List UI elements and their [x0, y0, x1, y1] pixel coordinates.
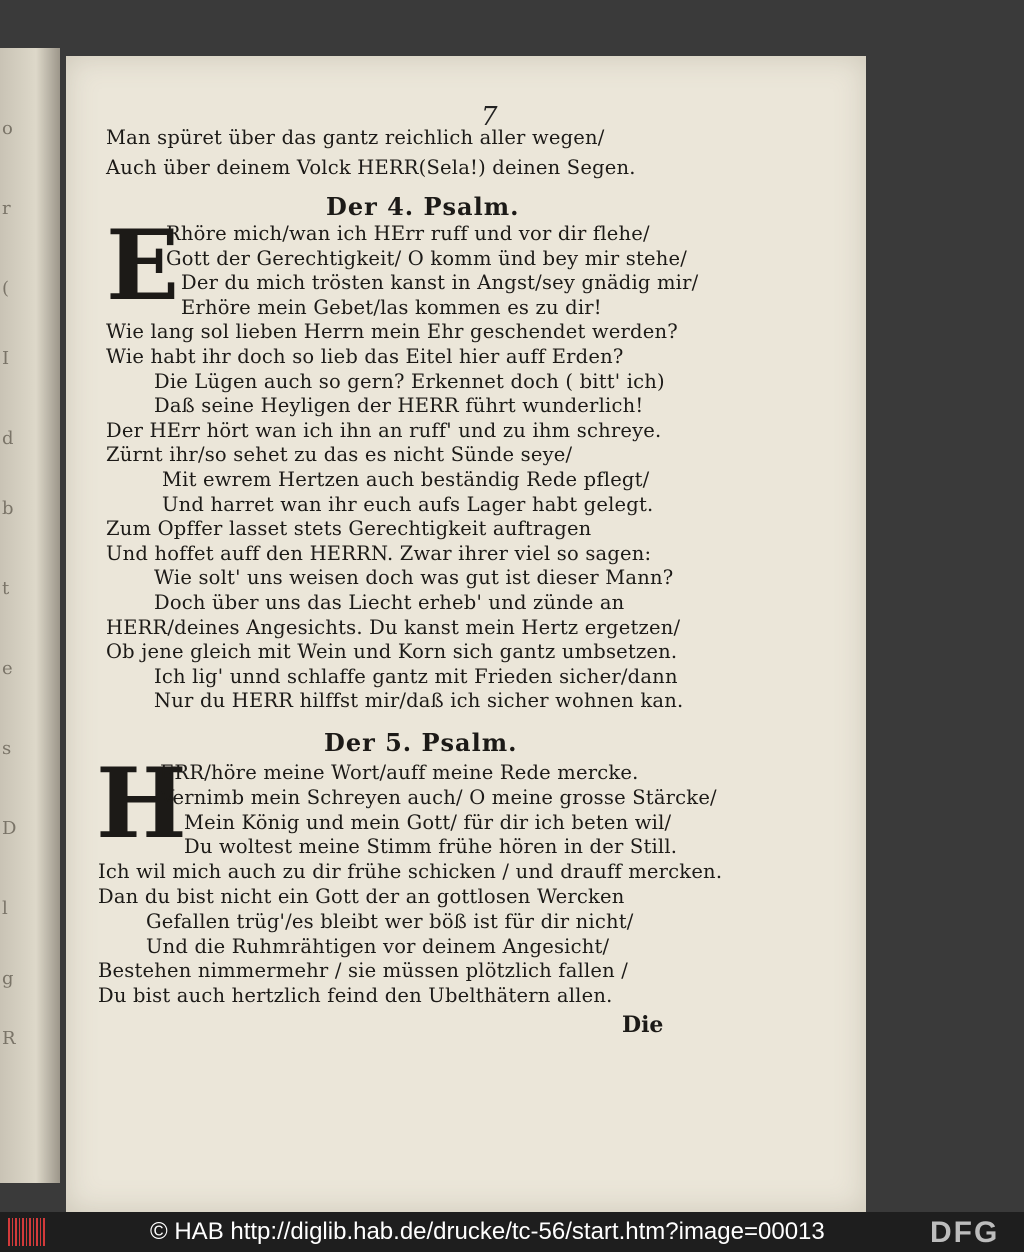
text-line: Der HErr hört wan ich ihn an ruff' und zu ihm schreye.	[106, 418, 662, 442]
footer-bar	[0, 1212, 1024, 1252]
text-line: Man spüret über das gantz reichlich aller wegen/	[106, 126, 605, 149]
text-line: Die Lügen auch so gern? Erkennet doch ( bitt' ich)	[154, 369, 665, 393]
text-line: Nur du HERR hilffst mir/daß ich sicher wohnen kan.	[154, 689, 684, 713]
text-line: Der du mich trösten kanst in Angst/sey gnädig mir/	[181, 271, 699, 295]
left-page-fragment: e	[2, 658, 13, 679]
text-line: Daß seine Heyligen der HERR führt wunderlich!	[154, 394, 644, 418]
text-line: Gott der Gerechtigkeit/ O komm ünd bey mir stehe/	[166, 246, 687, 270]
left-page-fragment: o	[2, 118, 13, 139]
text-line: Auch über deinem Volck HERR(Sela!) deinen Segen.	[106, 156, 636, 179]
psalm5-heading: Der 5. Psalm.	[324, 728, 518, 757]
left-page-fragment: g	[2, 968, 14, 989]
text-line: Du woltest meine Stimm frühe hören in der Still.	[184, 835, 678, 859]
left-page-fragment: R	[2, 1028, 16, 1049]
text-line: Rhöre mich/wan ich HErr ruff und vor dir flehe/	[166, 222, 650, 245]
text-line: Ich lig' unnd schlaffe gantz mit Frieden sicher/dann	[154, 664, 678, 688]
psalm4-heading: Der 4. Psalm.	[326, 192, 520, 221]
text-line: Vernimb mein Schreyen auch/ O meine grosse Stärcke/	[160, 785, 717, 809]
psalm4-dropcap: E	[106, 209, 180, 322]
text-line: Und hoffet auff den HERRN. Zwar ihrer viel so sagen:	[106, 541, 652, 565]
text-line: Doch über uns das Liecht erheb' und zünde an	[154, 591, 625, 614]
hab-logo-icon	[8, 1218, 46, 1246]
psalm5-dropcap: H	[96, 747, 187, 860]
page-text	[66, 56, 866, 1212]
left-page-fragment: D	[2, 818, 17, 839]
text-line: Erhöre mein Gebet/las kommen es zu dir!	[181, 295, 602, 319]
left-page-fragment: s	[2, 738, 12, 759]
page-number: 7	[481, 102, 498, 132]
left-page-fragment: d	[2, 428, 14, 449]
left-page-fragment: (	[2, 278, 10, 299]
text-line: Gefallen trüg'/es bleibt wer böß ist für dir nicht/	[146, 909, 634, 933]
text-line: Mit ewrem Hertzen auch beständig Rede pflegt/	[162, 468, 650, 491]
left-page-fragment: b	[2, 498, 14, 519]
left-page-fragment: r	[2, 198, 11, 219]
text-line: Bestehen nimmermehr / sie müssen plötzlich fallen /	[98, 959, 629, 983]
text-line: Wie solt' uns weisen doch was gut ist dieser Mann?	[154, 566, 674, 590]
text-line: Und die Ruhmrähtigen vor deinem Angesicht/	[146, 934, 610, 958]
text-line: Dan du bist nicht ein Gott der an gottlosen Wercken	[98, 885, 625, 908]
text-line: Zum Opffer lasset stets Gerechtigkeit auftragen	[106, 517, 592, 541]
left-page-fragment: t	[2, 578, 10, 599]
catchword: Die	[622, 1012, 664, 1038]
text-line: Und harret wan ihr euch aufs Lager habt gelegt.	[162, 492, 654, 516]
left-page-fragment: l	[2, 898, 8, 919]
text-line: ERR/höre meine Wort/auff meine Rede mercke.	[160, 761, 639, 784]
text-line: Ich wil mich auch zu dir frühe schicken / und drauff mercken.	[98, 860, 723, 884]
source-credit[interactable]: © HAB http://diglib.hab.de/drucke/tc-56/start.htm?image=00013	[150, 1218, 825, 1245]
text-line: Wie habt ihr doch so lieb das Eitel hier auff Erden?	[106, 345, 624, 368]
text-line: Wie lang sol lieben Herrn mein Ehr geschendet werden?	[106, 320, 678, 344]
text-line: HERR/deines Angesichts. Du kanst mein Hertz ergetzen/	[106, 615, 681, 639]
dfg-logo: DFG	[930, 1216, 1000, 1249]
text-line: Mein König und mein Gott/ für dir ich beten wil/	[184, 810, 672, 834]
text-line: Zürnt ihr/so sehet zu das es nicht Sünde seye/	[106, 443, 573, 467]
text-line: Ob jene gleich mit Wein und Korn sich gantz umbsetzen.	[106, 640, 678, 664]
left-page-edge	[0, 48, 60, 1183]
left-page-fragment: I	[2, 348, 10, 369]
text-line: Du bist auch hertzlich feind den Ubelthätern allen.	[98, 984, 613, 1008]
book-page	[66, 56, 866, 1212]
